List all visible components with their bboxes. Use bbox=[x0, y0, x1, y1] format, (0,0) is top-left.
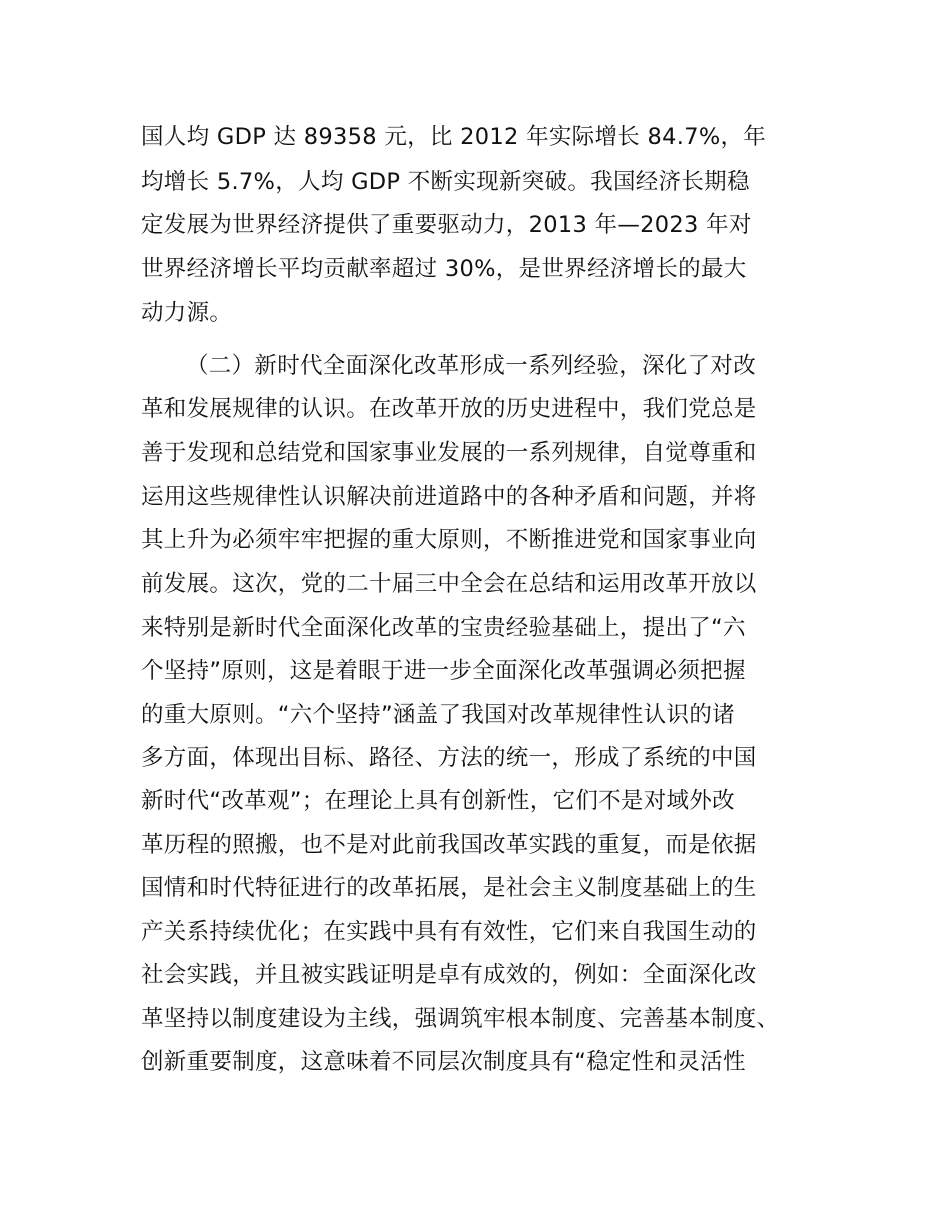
paragraph-1-line-1: 国人均 GDP 达 89358 元，比 2012 年实际增长 84.7%，年 bbox=[141, 124, 767, 150]
paragraph-2-line-4: 运用这些规律性认识解决前进道路中的各种矛盾和问题，并将 bbox=[141, 484, 757, 510]
paragraph-2-line-17: 创新重要制度，这意味着不同层次制度具有“稳定性和灵活性 bbox=[141, 1049, 746, 1075]
paragraph-2-line-6: 前发展。这次，党的二十届三中全会在总结和运用改革开放以 bbox=[141, 571, 757, 597]
paragraph-2-line-3: 善于发现和总结党和国家事业发展的一系列规律，自觉尊重和 bbox=[141, 440, 757, 466]
paragraph-2-line-16: 革坚持以制度建设为主线，强调筑牢根本制度、完善基本制度、 bbox=[141, 1006, 780, 1032]
paragraph-2-line-9: 的重大原则。“六个坚持”涵盖了我国对改革规律性认识的诸 bbox=[141, 702, 735, 728]
paragraph-2-line-13: 国情和时代特征进行的改革拓展，是社会主义制度基础上的生 bbox=[141, 875, 757, 901]
paragraph-1-line-2: 均增长 5.7%，人均 GDP 不断实现新突破。我国经济长期稳 bbox=[141, 169, 750, 195]
paragraph-2-line-5: 其上升为必须牢牢把握的重大原则，不断推进党和国家事业向 bbox=[141, 527, 757, 553]
paragraph-2-line-2: 革和发展规律的认识。在改革开放的历史进程中，我们党总是 bbox=[141, 396, 757, 422]
paragraph-2-line-11: 新时代“改革观”；在理论上具有创新性，它们不是对域外改 bbox=[141, 788, 735, 814]
paragraph-2-line-10: 多方面，体现出目标、路径、方法的统一，形成了系统的中国 bbox=[141, 745, 757, 771]
paragraph-2-line-14: 产关系持续优化；在实践中具有有效性，它们来自我国生动的 bbox=[141, 919, 757, 945]
paragraph-1-line-4: 世界经济增长平均贡献率超过 30%，是世界经济增长的最大 bbox=[141, 256, 747, 282]
paragraph-2-line-15: 社会实践，并且被实践证明是卓有成效的，例如：全面深化改 bbox=[141, 962, 757, 988]
paragraph-2-line-12: 革历程的照搬，也不是对此前我国改革实践的重复，而是依据 bbox=[141, 832, 757, 858]
paragraph-1-line-5: 动力源。 bbox=[141, 300, 233, 326]
paragraph-2-line-1: （二）新时代全面深化改革形成一系列经验，深化了对改 bbox=[186, 353, 757, 379]
paragraph-2-line-7: 来特别是新时代全面深化改革的宝贵经验基础上，提出了“六 bbox=[141, 615, 746, 641]
paragraph-1-line-3: 定发展为世界经济提供了重要驱动力，2013 年—2023 年对 bbox=[141, 212, 752, 238]
paragraph-2-line-8: 个坚持”原则，这是着眼于进一步全面深化改革强调必须把握 bbox=[141, 658, 746, 684]
